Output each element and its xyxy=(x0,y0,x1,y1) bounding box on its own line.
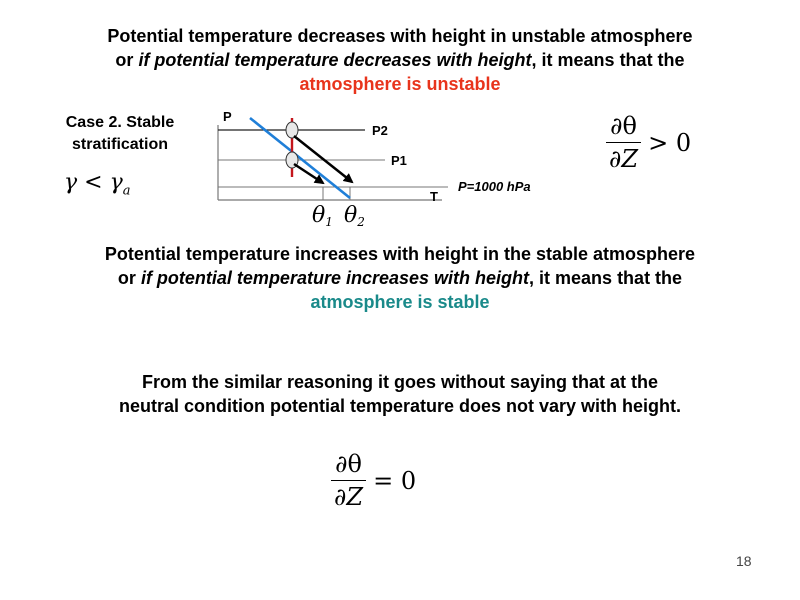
level-upper-label: P2 xyxy=(372,123,388,138)
level-lower-label: P1 xyxy=(391,153,407,168)
stable-line2: or if potential temperature increases with height, it means that the xyxy=(117,268,683,288)
slide-number: 18 xyxy=(736,553,752,569)
parcel-upper-circle xyxy=(286,122,298,138)
surface-label: P=1000 hPa xyxy=(458,179,531,194)
unstable-line1: Potential temperature decreases with height in unstable atmosphere xyxy=(107,26,693,46)
stable-paragraph xyxy=(20,242,780,314)
axis-y-label: P xyxy=(223,109,232,124)
theta1-label: θ1 xyxy=(312,203,333,229)
theta2-label: θ2 xyxy=(344,203,365,229)
axis-x-label: T xyxy=(430,189,438,204)
neutral-line2: neutral condition potential temperature does not vary with height. xyxy=(118,396,682,416)
neutral-paragraph xyxy=(30,370,770,418)
stable-conclusion: atmosphere is stable xyxy=(310,292,490,312)
lapse-rate-inequality: $\gamma < \gamma_a$ xyxy=(64,170,131,199)
unstable-conclusion: atmosphere is unstable xyxy=(299,74,501,94)
stable-line1: Potential temperature increases with height in the stable atmosphere xyxy=(104,244,696,264)
neutral-line1: From the similar reasoning it goes without saying that at the xyxy=(141,372,659,392)
unstable-line2: or if potential temperature decreases with height, it means that the xyxy=(115,50,685,70)
case-title: Case 2. Stable stratification xyxy=(65,114,175,153)
neutral-condition-formula: $\frac{\partial\theta}{\partial Z}$ = 0 xyxy=(330,450,416,511)
stable-condition-formula: $\frac{\partial\theta}{\partial Z}$ > 0 xyxy=(605,112,691,173)
